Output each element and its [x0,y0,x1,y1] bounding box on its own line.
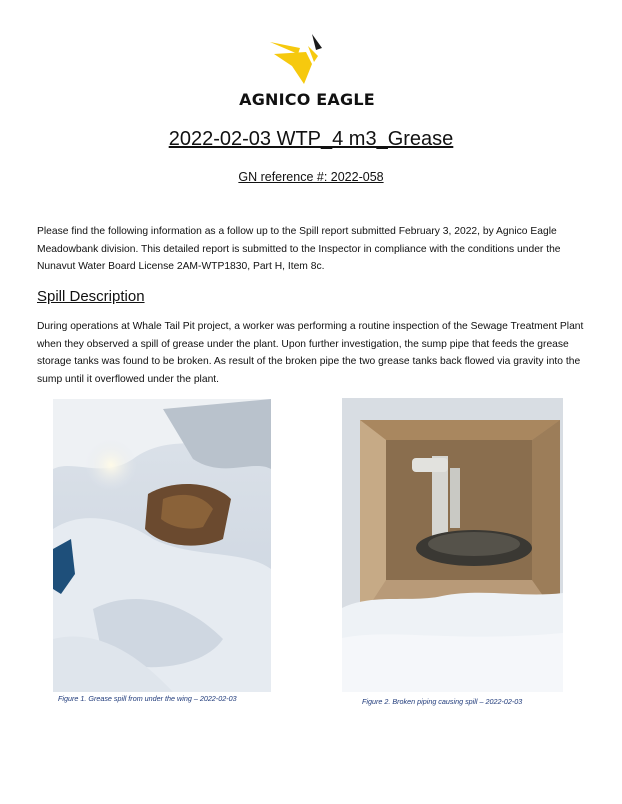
figure-1-photo [53,399,271,692]
figure-2-photo [342,398,563,692]
eagle-logo-icon [270,34,344,86]
logo-wordmark: AGNICO EAGLE [239,90,375,109]
company-logo [232,34,382,112]
report-title: 2022-02-03 WTP_4 m3_Grease [168,128,454,150]
section-heading: Spill Description [37,288,145,305]
description-paragraph: During operations at Whale Tail Pit project, a worker was performing a routine inspection of the Sewage Treatment Plant when they observed a spill of grease under the plant. Upon further investigation, the sump pipe that feeds the grease storage tanks was found to be broken. As result of the broken pipe the two grease tanks back flowed via gravity into the sump until it overflowed under the plant. [37,321,584,385]
gn-reference: GN reference #: 2022-058 [238,170,384,184]
figure-1-caption: Figure 1. Grease spill from under the wing – 2022-02-03 [58,694,237,703]
figure-2-caption: Figure 2. Broken piping causing spill – 2022-02-03 [362,697,523,706]
intro-paragraph: Please find the following information as a follow up to the Spill report submitted February 3, 2022, by Agnico Eagle Meadowbank division. This detailed report is submitted to the Inspector in compliance with the conditions under the Nunavut Water Board License 2AM-WTP1830, Part H, Item 8c. [37,226,561,272]
